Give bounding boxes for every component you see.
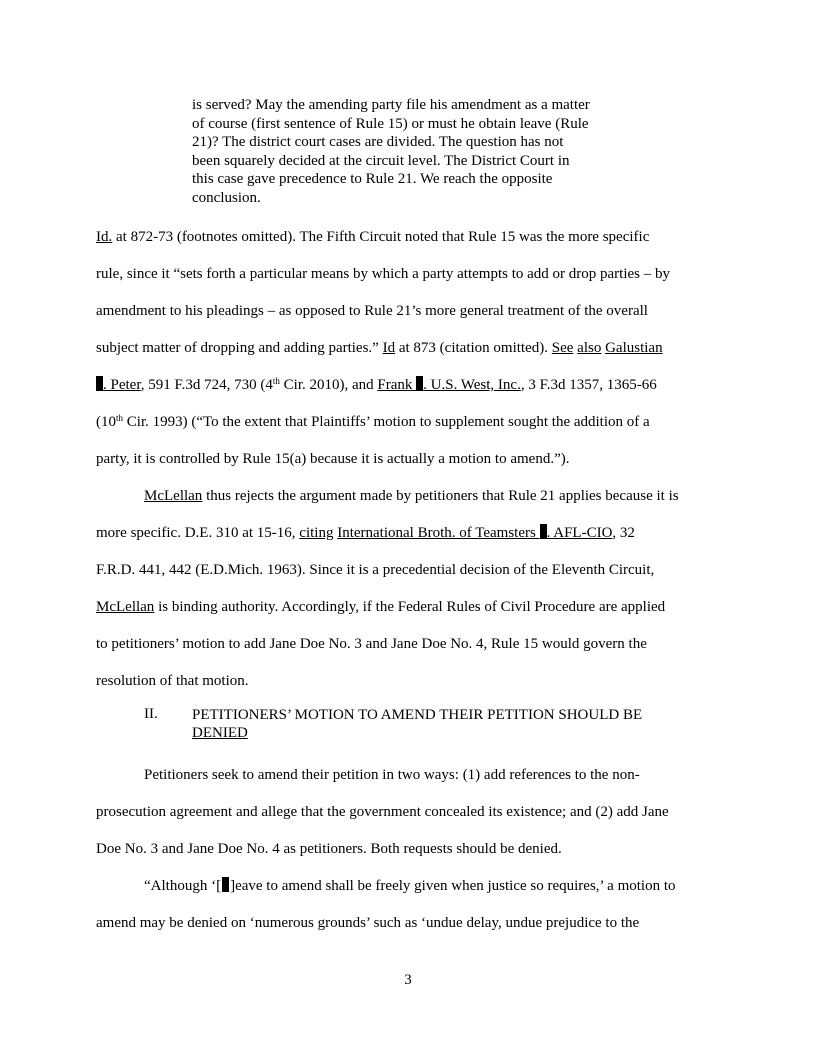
block-quote-line: is served? May the amending party file his amendment as a matter (192, 97, 590, 113)
body-line: Doe No. 3 and Jane Doe No. 4 as petitioners. Both requests should be denied. (96, 841, 562, 857)
block-quote-line: been squarely decided at the circuit level. The District Court in (192, 152, 570, 169)
body-line (96, 413, 650, 431)
text: . U.S. West, Inc. (423, 377, 521, 393)
text: subject matter of dropping and adding parties.” (96, 340, 383, 356)
text: International Broth. of Teamsters (337, 525, 540, 541)
text: Cir. 2010), and (279, 377, 378, 393)
signal-also: also (577, 340, 602, 356)
superscript: th (272, 376, 280, 386)
text: (10 (96, 414, 116, 430)
text: at 873 (citation omitted). (395, 340, 552, 356)
section-heading (192, 706, 712, 742)
body-line: F.R.D. 441, 442 (E.D.Mich. 1963). Since it is a precedential decision of the Eleventh Circuit, (96, 562, 655, 578)
case-name (377, 377, 520, 393)
block-quote-line: 21)? The district court cases are divided. The question has not (192, 134, 564, 151)
redaction-mark (96, 376, 103, 391)
page-number: 3 (404, 972, 412, 988)
case-name (337, 525, 612, 541)
text: thus rejects the argument made by petitioners that Rule 21 applies because it is (202, 488, 679, 504)
superscript: th (116, 413, 124, 423)
block-quote (192, 96, 642, 208)
text: ]eave to amend shall be freely given when justice so requires,’ a motion to (230, 878, 676, 894)
text: DENIED (192, 725, 248, 741)
body-line: rule, since it “sets forth a particular means by which a party attempts to add or drop parties – by (96, 266, 670, 282)
text: , 3 F.3d 1357, 1365-66 (520, 377, 657, 393)
block-quote-line: conclusion. (192, 189, 261, 206)
section-heading-line (192, 724, 712, 742)
text: . Peter (103, 377, 141, 393)
body-line: prosecution agreement and allege that the government concealed its existence; and (2) add Jane (96, 804, 669, 820)
body-line: amend may be denied on ‘numerous grounds’ such as ‘undue delay, undue prejudice to the (96, 915, 640, 931)
body-line (96, 524, 635, 542)
case-name (96, 377, 141, 393)
text: more specific. D.E. 310 at 15-16, (96, 525, 300, 541)
text: , 32 (612, 525, 635, 541)
citation-id: Id (382, 340, 396, 356)
text: “Although ‘[ (144, 878, 222, 894)
redaction-mark (222, 877, 229, 892)
body-line: Petitioners seek to amend their petition in two ways: (1) add references to the non- (144, 767, 640, 783)
body-line (96, 376, 657, 394)
citation-id: Id. (96, 229, 113, 245)
body-line: to petitioners’ motion to add Jane Doe No. 3 and Jane Doe No. 4, Rule 15 would govern the (96, 636, 647, 652)
case-name: McLellan (144, 488, 203, 504)
text: Cir. 1993) (“To the extent that Plaintiffs’ motion to supplement sought the addition of a (123, 414, 650, 430)
body-line: party, it is controlled by Rule 15(a) because it is actually a motion to amend.”). (96, 451, 570, 467)
text: at 872-73 (footnotes omitted). The Fifth Circuit noted that Rule 15 was the more specific (112, 229, 650, 245)
body-line: amendment to his pleadings – as opposed to Rule 21’s more general treatment of the overall (96, 303, 648, 319)
text: is binding authority. Accordingly, if the Federal Rules of Civil Procedure are applied (154, 599, 666, 615)
section-heading-line: PETITIONERS’ MOTION TO AMEND THEIR PETITION SHOULD BE (192, 707, 643, 723)
block-quote-line: of course (first sentence of Rule 15) or must he obtain leave (Rule (192, 115, 589, 132)
case-name: McLellan (96, 599, 155, 615)
text: . AFL-CIO (546, 525, 613, 541)
signal-citing: citing (299, 525, 334, 541)
redaction-mark (540, 524, 547, 539)
section-number: II. (144, 706, 158, 722)
text: Frank (377, 377, 417, 393)
text: , 591 F.3d 724, 730 (4 (140, 377, 273, 393)
body-line (96, 228, 649, 246)
body-line (144, 487, 679, 505)
body-line (96, 598, 665, 616)
signal-see: See (551, 340, 574, 356)
block-quote-line: this case gave precedence to Rule 21. We reach the opposite (192, 171, 553, 188)
case-name: Galustian (605, 340, 663, 356)
body-line: resolution of that motion. (96, 673, 249, 689)
body-line (144, 877, 676, 895)
body-line (96, 339, 663, 357)
